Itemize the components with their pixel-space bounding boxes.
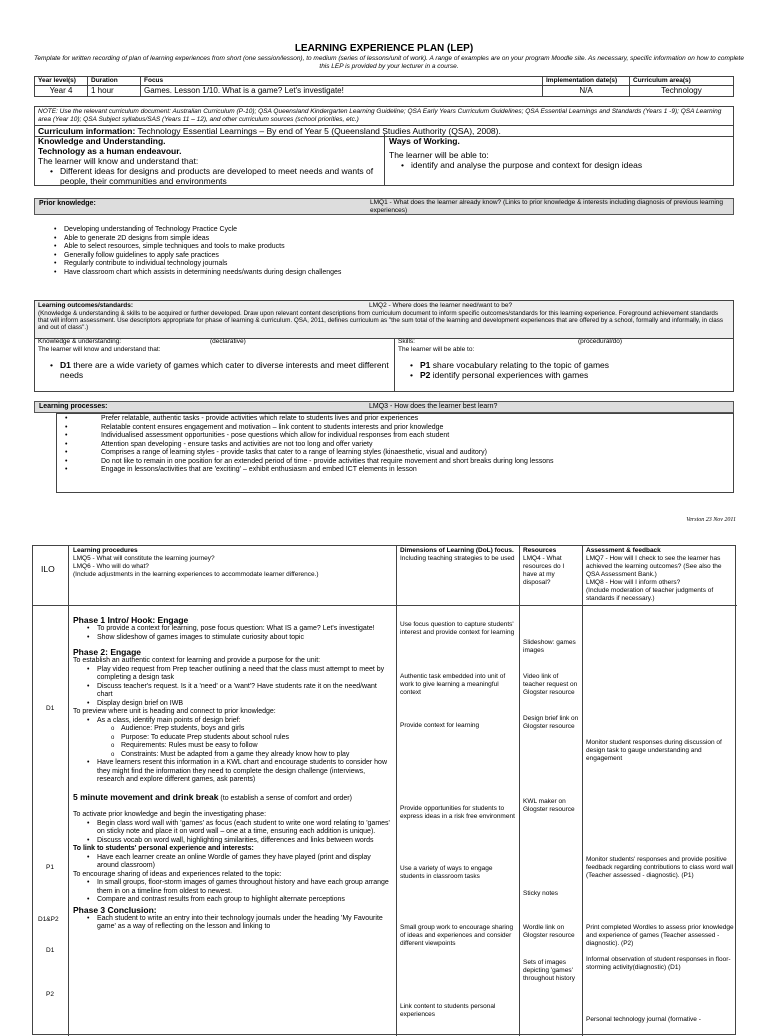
lmq6: LMQ6 - Who will do what?: [73, 563, 149, 570]
list-item: o Constraints: Must be adapted from a game they already know how to play: [111, 751, 393, 760]
list-item: • Do not like to remain in one position for an extended period of time - provide activities that require movement and short breaks during long lessons: [65, 458, 733, 467]
procedures-table: [32, 545, 736, 1035]
focus-value: Games. Lesson 1/10. What is a game? Let's investigate!: [141, 86, 543, 97]
dol-item: Authentic task embedded into unit of work to give learning a meaningful context: [400, 673, 506, 696]
curriculum-label: Curriculum information:: [38, 126, 136, 136]
dol-item: Small group work to encourage sharing of ideas and experiences and consider different viewpoints: [400, 924, 514, 947]
list-item: o Audience: Prep students, boys and girls: [111, 725, 393, 734]
outcomes-ku: [35, 338, 395, 392]
break-heading: 5 minute movement and drink break: [73, 791, 219, 802]
assessment-note: (Include moderation of teacher judgments of standards if necessary.): [586, 587, 714, 602]
page-title: LEARNING EXPERIENCE PLAN (LEP): [294, 43, 474, 54]
list-item: • Show slideshow of games images to stimulate curiosity about topic: [87, 634, 393, 643]
lmq1: LMQ1 - What does the learner already know? (Links to prior knowledge & interests including diagnosis of previous learning experiences): [370, 199, 723, 214]
ku-lead: The learner will know and understand that:: [38, 156, 199, 166]
resource-item: Sticky notes: [523, 890, 559, 897]
lmq3: LMQ3 - How does the learner best learn?: [369, 403, 498, 410]
dol-note: Including teaching strategies to be used: [400, 555, 515, 562]
assessment-item: Print completed Wordles to assess prior knowledge and experience of games (Teacher assessed - diagnostic). (P2): [586, 924, 734, 947]
processes-list: [57, 414, 733, 475]
list-item: • Have each learner create an online Wordle of games they have played (print and display around classroom): [87, 854, 393, 871]
dol-item: Provide context for learning: [400, 722, 480, 729]
ku-item: • Different ideas for designs and products are developed to meet needs and wants of people, their communities and environments: [50, 166, 381, 186]
break-note: (to establish a sense of comfort and order): [218, 794, 352, 802]
ww-section: [389, 136, 729, 170]
resource-item: KWL maker on Glogster resource: [523, 798, 575, 813]
area-header: Curriculum area(s): [630, 77, 734, 86]
p1-text: share vocabulary relating to the topic of games: [430, 360, 610, 370]
list-item: • Discuss vocab on word wall, highlighting similarities, differences and links between words: [87, 837, 393, 846]
list-item: • Compare and contrast results from each group to highlight alternate perceptions: [87, 896, 393, 905]
curriculum-box: [34, 106, 734, 186]
procedures-header: [73, 547, 393, 579]
duration-value: 1 hour: [88, 86, 141, 97]
procedures-note: (Include adjustments in the learning experiences to accommodate learner difference.): [73, 571, 319, 578]
resource-item: Video link of teacher request on Glogster resource: [523, 673, 578, 696]
ilo-code: D1: [46, 705, 55, 712]
prior-list: [54, 226, 714, 277]
phase-3-heading: Phase 3 Conclusion:: [73, 904, 157, 915]
ku-heading-2: Technology as a human endeavour.: [38, 146, 182, 156]
dol-item: Use focus question to capture students' interest and provide context for learning: [400, 621, 515, 636]
declarative-label: (declarative): [210, 338, 246, 345]
lmq2: LMQ2 - Where does the learner need/want to be?: [369, 302, 513, 309]
ilo-code: P1: [46, 864, 54, 871]
p2-text: identify personal experiences with games: [430, 370, 589, 380]
list-item: o Purpose: To educate Prep students about school rules: [111, 734, 393, 743]
dol-heading: Dimensions of Learning (DoL) focus.: [400, 547, 514, 554]
curriculum-text: Technology Essential Learnings – By end of Year 5 (Queensland Studies Authority (QSA), 2008).: [135, 126, 501, 136]
skills-lead: The learner will be able to:: [398, 346, 475, 353]
list-item: • Display design brief on IWB: [87, 700, 393, 709]
skills-label: Skills:: [398, 338, 415, 345]
list-item: • Relatable content ensures engagement and motivation – link content to students interests and prior knowledge: [65, 424, 733, 433]
ww-heading: Ways of Working.: [389, 136, 460, 146]
prior-header: [34, 198, 734, 215]
resource-item: Design brief link on Glogster resource: [523, 715, 579, 730]
resource-item: Sets of images depicting 'games' throughout history: [523, 959, 576, 982]
list-item: • Able to generate 2D designs from simple ideas: [54, 235, 714, 244]
ilo-code: D1: [46, 947, 55, 954]
year-header: Year level(s): [35, 77, 88, 86]
list-item: • Able to select resources, simple techniques and tools to make products: [54, 243, 714, 252]
lmq7: LMQ7 - How will I check to see the learner has achieved the learning outcomes? (See also the QSA Assessment Bank.): [586, 555, 722, 578]
focus-header: Focus: [141, 77, 543, 86]
ku-lead-2: The learner will know and understand that:: [38, 346, 161, 353]
list-item: • Generally follow guidelines to apply safe practices: [54, 252, 714, 261]
assessment-heading: Assessment & feedback: [586, 547, 661, 554]
phase-1-heading: Phase 1 Intro/ Hook: Engage: [73, 615, 189, 625]
processes-label: Learning processes:: [39, 403, 108, 410]
resource-item: Slideshow: games images: [523, 639, 576, 654]
phase-2-heading: Phase 2: Engage: [73, 647, 142, 657]
list-item: • Each student to write an entry into their technology journals under the heading 'My Favourite game' as a way of reflecting on the lesson and linking to: [87, 915, 393, 932]
assessment-item: Monitor students' responses and provide positive feedback regarding contributions to class word wall (Teacher assessed - diagnostic). (P1): [586, 856, 734, 879]
list-item: • Regularly contribute to individual technology journals: [54, 260, 714, 269]
list-item: • Begin class word wall with 'games' as focus (each student to write one word relating to 'games' on sticky note and place it on word wall – one at a time, ensuring each addition is unique).: [87, 820, 393, 837]
break-line: [73, 792, 393, 804]
outcomes-label: Learning outcomes/standards:: [38, 302, 133, 309]
resource-item: Wordle link on Glogster resource: [523, 924, 575, 939]
lmq5: LMQ5 - What will constitute the learning journey?: [73, 555, 215, 562]
outcome-p2: [410, 370, 728, 380]
d1-code: D1: [60, 360, 71, 370]
version-label: Version 23 Nov 2011: [686, 517, 736, 523]
ilo-header: ILO: [41, 564, 55, 574]
ku-heading: Knowledge and Understanding.: [38, 136, 166, 146]
procedures-content: [73, 615, 393, 932]
assessment-item: Informal observation of student responses in floor-storming activity(diagnostic) (D1): [586, 956, 731, 971]
assessment-item: Personal technology journal (formative -: [586, 1016, 701, 1023]
procedures-heading: Learning procedures: [73, 547, 138, 554]
ilo-code: D1&P2: [38, 916, 59, 923]
outcomes-header: [35, 301, 733, 339]
assessment-header: [586, 547, 734, 603]
processes-header: [34, 401, 734, 413]
list-item: • Individualised assessment opportunities - pose questions which allow for individual responses from each student: [65, 432, 733, 441]
list-item: • Attention span developing - ensure tasks and activities are not too long and offer variety: [65, 441, 733, 450]
impl-header: Implementation date(s): [543, 77, 630, 86]
list-item: • Have learners resent this information in a KWL chart and encourage students to consider how they might find the information they need to complete the design challenge (interviews, research and explore different games, ask parents): [87, 759, 393, 785]
list-item: • Engage in lessons/activities that are 'exciting' – exhibit enthusiasm and embed ICT elements in lesson: [65, 466, 733, 475]
prior-label: Prior knowledge:: [39, 200, 96, 207]
ku-section: [35, 134, 385, 186]
p1-code: P1: [420, 360, 431, 370]
list-item: • Play video request from Prep teacher outlining a need that the class must attempt to meet by completing a design task: [87, 666, 393, 683]
assessment-item: Monitor student responses during discussion of design task to gauge understanding and engagement: [586, 739, 722, 762]
phase-2-lead: To establish an authentic context for learning and provide a purpose for the unit:: [73, 657, 321, 664]
list-item: • In small groups, floor-storm images of games throughout history and have each group arrange them in on a timeline from oldest to newest.: [87, 879, 393, 896]
outcome-p1: [410, 360, 728, 370]
ilo-code: P2: [46, 991, 54, 998]
outcomes-desc: (Knowledge & understanding & skills to be acquired or further developed. Draw upon relevant content descriptions from curriculum document to inform specific outcomes/standards for this learning experience. Foreground achievement standards that will inform assessment. Use descriptors appropriate for phase of learning & curriculum. QSA, 2011, defines curriculum as "the sum total of the learning and development experiences that are offered by a school, formally and informally, in class and out of class".): [38, 310, 724, 332]
curriculum-note: NOTE: Use the relevant curriculum document: Australian Curriculum (P-10); QSA Queensland Kindergarten Learning Guideline; QSA Early Years Curriculum Guidelines; QSA Essential Learnings and Standards (Years 1 -9); QSA Learning area (Year 10); QSA Subject syllabus/SAS (Years 11 – 12), and other curriculum sources (school priorities, etc.): [35, 107, 733, 126]
d1-text: there are a wide variety of games which cater to diverse interests and meet different needs: [60, 360, 389, 380]
year-value: Year 4: [35, 86, 88, 97]
info-table: [34, 76, 734, 97]
list-item: • Comprises a range of learning styles - provide tasks that cater to a range of learning styles (kinaesthetic, visual and auditory): [65, 449, 733, 458]
ku-label: Knowledge & understanding:: [38, 338, 122, 345]
encourage-lead: To encourage sharing of ideas and experiences related to the topic:: [73, 870, 282, 878]
dol-item: Use a variety of ways to engage students in classroom tasks: [400, 865, 493, 880]
list-item: • Have classroom chart which assists in determining needs/wants during design challenges: [54, 269, 714, 278]
p2-code: P2: [420, 370, 431, 380]
list-item: • Discuss teacher's request. Is it a 'need' or a 'want'? Have students rate it on the need/want chart: [87, 683, 393, 700]
template-intro: Template for written recording of plan of learning experiences from short (one session/lesson), to medium (series of lessons/unit of work). A range of examples are on your program Moodle site. As necessary, specific information on how to complete this LEP is provided by your lecturer in a course.: [34, 55, 744, 70]
procedural-label: (procedural/do): [578, 338, 623, 345]
lmq4: LMQ4 - What resources do I have at my disposal?: [523, 555, 565, 586]
outcome-d1: [50, 360, 391, 380]
dol-header: [400, 547, 516, 563]
list-item: • Developing understanding of Technology Practice Cycle: [54, 226, 714, 235]
list-item: o Requirements: Rules must be easy to follow: [111, 742, 393, 751]
resources-heading: Resources: [523, 547, 557, 554]
dol-item: Link content to students personal experiences: [400, 1003, 496, 1018]
list-item: • As a class, identify main points of design brief:: [87, 717, 393, 726]
phase-2-lead-2: To preview where unit is heading and connect to prior knowledge:: [73, 708, 276, 715]
list-item: • To provide a context for learning, pose focus question: What IS a game? Let's investigate!: [87, 625, 393, 634]
area-value: Technology: [630, 86, 734, 97]
ww-lead: The learner will be able to:: [389, 150, 489, 160]
dol-item: Provide opportunities for students to express ideas in a risk free environment: [400, 805, 515, 820]
impl-value: N/A: [543, 86, 630, 97]
processes-box: [56, 413, 734, 493]
duration-header: Duration: [88, 77, 141, 86]
investigate-lead: To activate prior knowledge and begin the investigating phase:: [73, 811, 267, 818]
ww-item: • identify and analyse the purpose and context for design ideas: [401, 160, 729, 170]
resources-header: [523, 547, 580, 587]
outcomes-box: [34, 300, 734, 392]
list-item: • Prefer relatable, authentic tasks - provide activities which relate to students lives and prior experiences: [65, 415, 733, 424]
outcomes-skills: [398, 338, 728, 380]
lmq8: LMQ8 - How will I inform others?: [586, 579, 681, 586]
link-lead: To link to students' personal experience and interests:: [73, 845, 254, 852]
